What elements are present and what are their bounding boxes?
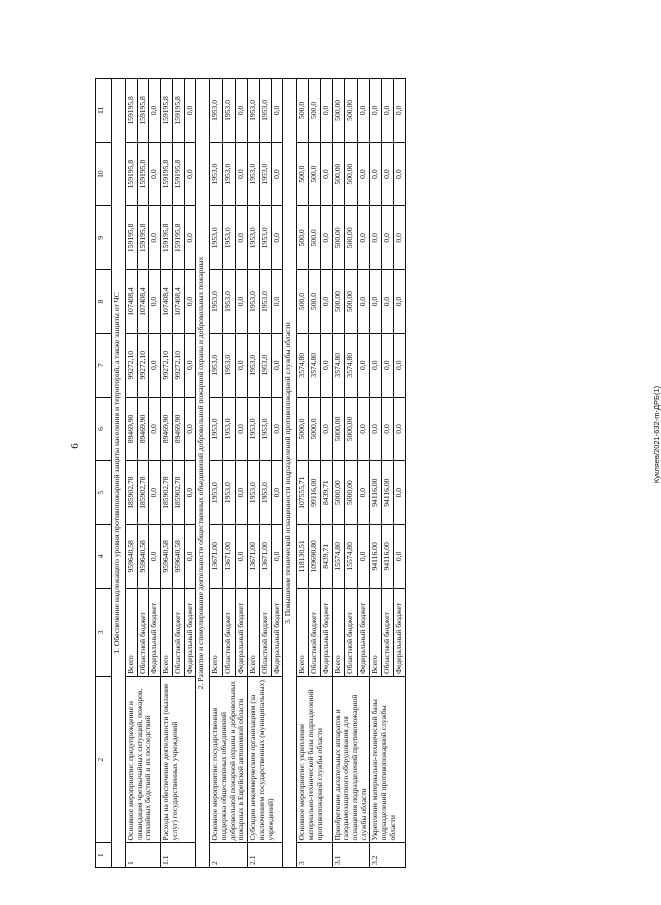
item-name: Приобретение дыхательных аппаратов и газодымозащитного оборудования для оснащения подразделений противопожарной службы области bbox=[332, 676, 370, 843]
header-cell: 7 bbox=[96, 333, 112, 397]
value-cell: 1953,0 bbox=[248, 142, 260, 206]
section-title: 2. Развитие и стимулирование деятельности общественных объединений добровольной пожарной охраны и добровольных пожарных bbox=[196, 79, 210, 868]
value-cell: 1953,0 bbox=[222, 206, 235, 270]
value-cell: 1953,0 bbox=[248, 461, 260, 525]
value-cell: 107408,4 bbox=[161, 270, 173, 334]
value-cell: 0,0 bbox=[382, 79, 394, 143]
funding-source: Областной бюджет bbox=[137, 588, 149, 676]
value-cell: 159195,8 bbox=[126, 206, 138, 270]
value-cell: 0,0 bbox=[393, 397, 405, 461]
value-cell: 0,0 bbox=[149, 461, 161, 525]
value-cell: 500,00 bbox=[332, 270, 345, 334]
value-cell: 8439,71 bbox=[320, 461, 332, 525]
value-cell: 0,0 bbox=[382, 142, 394, 206]
value-cell: 13671,00 bbox=[248, 524, 260, 588]
table-row bbox=[297, 79, 309, 868]
value-cell: 0,0 bbox=[393, 333, 405, 397]
value-cell: 500,00 bbox=[332, 79, 345, 143]
value-cell: 1953,0 bbox=[222, 333, 235, 397]
value-cell: 500,00 bbox=[345, 270, 358, 334]
value-cell: 1953,0 bbox=[248, 206, 260, 270]
value-cell: 159195,8 bbox=[172, 206, 184, 270]
funding-source: Федеральный бюджет bbox=[320, 588, 332, 676]
funding-source: Областной бюджет bbox=[345, 588, 358, 676]
header-cell: 11 bbox=[96, 79, 112, 143]
section-row bbox=[196, 79, 210, 868]
value-cell: 0,0 bbox=[271, 206, 283, 270]
value-cell: 159195,8 bbox=[137, 206, 149, 270]
value-cell: 159195,8 bbox=[137, 79, 149, 143]
funding-source: Областной бюджет bbox=[259, 588, 271, 676]
value-cell: 159195,8 bbox=[126, 142, 138, 206]
table-row bbox=[332, 79, 345, 868]
value-cell: 94116,00 bbox=[382, 524, 394, 588]
funding-source: Областной бюджет bbox=[309, 588, 321, 676]
value-cell: 0,0 bbox=[149, 142, 161, 206]
value-cell: 185902,78 bbox=[172, 461, 184, 525]
value-cell: 0,0 bbox=[393, 206, 405, 270]
header-cell: 9 bbox=[96, 206, 112, 270]
value-cell: 118130,51 bbox=[297, 524, 309, 588]
value-cell: 159195,8 bbox=[161, 206, 173, 270]
value-cell: 107555,71 bbox=[297, 461, 309, 525]
value-cell: 89469,90 bbox=[172, 397, 184, 461]
value-cell: 0,0 bbox=[184, 79, 196, 143]
footer-reference: Кукляев/2021-632-m-ДРБ(1) bbox=[652, 385, 661, 484]
value-cell: 1953,0 bbox=[210, 397, 223, 461]
value-cell: 500,0 bbox=[297, 142, 309, 206]
value-cell: 94116,00 bbox=[370, 524, 382, 588]
value-cell: 5000,00 bbox=[332, 461, 345, 525]
value-cell: 1953,0 bbox=[210, 79, 223, 143]
value-cell: 3574,80 bbox=[309, 333, 321, 397]
item-name: Субсидии некоммерческим организациям (за исключением государственных (муниципальных) учреждений) bbox=[248, 676, 283, 843]
value-cell: 15574,80 bbox=[332, 524, 345, 588]
table-row bbox=[161, 79, 173, 868]
item-number: 1.1 bbox=[161, 843, 196, 868]
value-cell: 107408,4 bbox=[126, 270, 138, 334]
item-name: Основное мероприятие: государственная поддержка общественных объединений добровольной пожарной охраны и добровольных пожарных в Еврейской автономной области bbox=[210, 676, 248, 843]
value-cell: 1953,0 bbox=[248, 270, 260, 334]
value-cell: 159195,8 bbox=[137, 142, 149, 206]
value-cell: 1953,0 bbox=[222, 142, 235, 206]
value-cell: 94116,00 bbox=[382, 461, 394, 525]
value-cell: 15574,80 bbox=[345, 524, 358, 588]
value-cell: 500,00 bbox=[345, 79, 358, 143]
item-number: 2 bbox=[210, 843, 248, 868]
value-cell: 0,0 bbox=[184, 461, 196, 525]
header-cell: 10 bbox=[96, 142, 112, 206]
header-cell: 3 bbox=[96, 588, 112, 676]
value-cell: 1953,0 bbox=[222, 397, 235, 461]
value-cell: 1953,0 bbox=[222, 79, 235, 143]
value-cell: 0,0 bbox=[149, 524, 161, 588]
value-cell: 0,0 bbox=[357, 333, 370, 397]
value-cell: 13671,00 bbox=[259, 524, 271, 588]
value-cell: 1953,0 bbox=[222, 461, 235, 525]
value-cell: 0,0 bbox=[320, 333, 332, 397]
value-cell: 99272,10 bbox=[161, 333, 173, 397]
value-cell: 0,0 bbox=[393, 270, 405, 334]
value-cell: 99272,10 bbox=[137, 333, 149, 397]
value-cell: 1953,0 bbox=[210, 206, 223, 270]
value-cell: 1953,0 bbox=[248, 79, 260, 143]
table-frame bbox=[95, 78, 615, 868]
value-cell: 0,0 bbox=[393, 142, 405, 206]
item-name: Расходы на обеспечение деятельности (оказание услуг) государственных учреждений bbox=[161, 676, 196, 843]
rotated-table-container bbox=[95, 78, 615, 868]
value-cell: 107408,4 bbox=[137, 270, 149, 334]
funding-source: Федеральный бюджет bbox=[357, 588, 370, 676]
item-number: 1 bbox=[126, 843, 161, 868]
item-number: 3.2 bbox=[370, 843, 405, 868]
value-cell: 94116,00 bbox=[370, 461, 382, 525]
value-cell: 1953,0 bbox=[259, 206, 271, 270]
header-cell: 6 bbox=[96, 397, 112, 461]
funding-source: Всего bbox=[126, 588, 138, 676]
funding-source: Областной бюджет bbox=[172, 588, 184, 676]
value-cell: 0,0 bbox=[149, 333, 161, 397]
value-cell: 5000,0 bbox=[297, 397, 309, 461]
funding-source: Федеральный бюджет bbox=[271, 588, 283, 676]
item-name: Основное мероприятие: предупреждение и ликвидация чрезвычайных ситуаций, пожаров, стихийных бедствий и их последствий bbox=[126, 676, 161, 843]
value-cell: 500,00 bbox=[332, 142, 345, 206]
value-cell: 0,0 bbox=[149, 397, 161, 461]
value-cell: 0,0 bbox=[271, 461, 283, 525]
value-cell: 89469,90 bbox=[161, 397, 173, 461]
item-name: Основное мероприятие: укрепление материально-технической базы подразделений противопожарной службы области bbox=[297, 676, 332, 843]
header-cell: 1 bbox=[96, 843, 112, 868]
funding-source: Всего bbox=[248, 588, 260, 676]
value-cell: 0,0 bbox=[393, 461, 405, 525]
value-cell: 0,0 bbox=[357, 270, 370, 334]
table-row bbox=[210, 79, 223, 868]
value-cell: 500,00 bbox=[345, 142, 358, 206]
funding-source: Федеральный бюджет bbox=[149, 588, 161, 676]
funding-source: Всего bbox=[297, 588, 309, 676]
value-cell: 500,0 bbox=[297, 79, 309, 143]
value-cell: 0,0 bbox=[235, 333, 248, 397]
value-cell: 0,0 bbox=[382, 206, 394, 270]
value-cell: 185902,78 bbox=[126, 461, 138, 525]
value-cell: 159195,8 bbox=[172, 142, 184, 206]
funding-source: Федеральный бюджет bbox=[184, 588, 196, 676]
value-cell: 0,0 bbox=[235, 270, 248, 334]
value-cell: 99272,10 bbox=[172, 333, 184, 397]
header-cell: 4 bbox=[96, 524, 112, 588]
value-cell: 1953,0 bbox=[210, 461, 223, 525]
item-number: 2.1 bbox=[248, 843, 283, 868]
value-cell: 3574,80 bbox=[345, 333, 358, 397]
value-cell: 1953,0 bbox=[222, 270, 235, 334]
funding-source: Всего bbox=[161, 588, 173, 676]
value-cell: 0,0 bbox=[271, 270, 283, 334]
value-cell: 159195,8 bbox=[161, 142, 173, 206]
value-cell: 0,0 bbox=[149, 270, 161, 334]
value-cell: 3574,80 bbox=[297, 333, 309, 397]
value-cell: 500,0 bbox=[309, 270, 321, 334]
value-cell: 0,0 bbox=[320, 206, 332, 270]
value-cell: 0,0 bbox=[235, 206, 248, 270]
value-cell: 0,0 bbox=[370, 206, 382, 270]
value-cell: 89469,90 bbox=[137, 397, 149, 461]
value-cell: 0,0 bbox=[184, 333, 196, 397]
funding-source: Всего bbox=[370, 588, 382, 676]
value-cell: 0,0 bbox=[149, 206, 161, 270]
value-cell: 5000,00 bbox=[345, 397, 358, 461]
value-cell: 1953,0 bbox=[210, 333, 223, 397]
value-cell: 0,0 bbox=[370, 333, 382, 397]
value-cell: 959640,58 bbox=[172, 524, 184, 588]
section-row bbox=[112, 79, 126, 868]
value-cell: 500,00 bbox=[345, 206, 358, 270]
value-cell: 0,0 bbox=[357, 397, 370, 461]
section-title: 3. Повышение технической оснащенности подразделений противопожарной службы области bbox=[283, 79, 297, 868]
header-row bbox=[96, 79, 112, 868]
section-title: 1. Обеспечение надлежащего уровня противопожарной защиты населения и территорий, а также защиты от ЧС bbox=[112, 79, 126, 868]
budget-table bbox=[95, 78, 406, 868]
value-cell: 0,0 bbox=[320, 270, 332, 334]
value-cell: 8439,71 bbox=[320, 524, 332, 588]
value-cell: 0,0 bbox=[382, 270, 394, 334]
value-cell: 0,0 bbox=[235, 524, 248, 588]
value-cell: 1953,0 bbox=[210, 270, 223, 334]
value-cell: 0,0 bbox=[271, 79, 283, 143]
value-cell: 0,0 bbox=[357, 461, 370, 525]
value-cell: 0,0 bbox=[382, 333, 394, 397]
funding-source: Областной бюджет bbox=[382, 588, 394, 676]
value-cell: 1953,0 bbox=[248, 397, 260, 461]
value-cell: 185902,78 bbox=[161, 461, 173, 525]
value-cell: 0,0 bbox=[184, 270, 196, 334]
item-name: Укрепление материально-технической базы подразделений противопожарной службы области bbox=[370, 676, 405, 843]
value-cell: 159195,8 bbox=[172, 79, 184, 143]
value-cell: 1953,0 bbox=[259, 397, 271, 461]
value-cell: 500,0 bbox=[297, 206, 309, 270]
value-cell: 13671,00 bbox=[210, 524, 223, 588]
table-row bbox=[248, 79, 260, 868]
value-cell: 0,0 bbox=[357, 142, 370, 206]
value-cell: 959640,58 bbox=[126, 524, 138, 588]
value-cell: 1953,0 bbox=[259, 79, 271, 143]
value-cell: 0,0 bbox=[271, 142, 283, 206]
value-cell: 99116,00 bbox=[309, 461, 321, 525]
value-cell: 185902,78 bbox=[137, 461, 149, 525]
value-cell: 0,0 bbox=[393, 79, 405, 143]
value-cell: 0,0 bbox=[357, 206, 370, 270]
value-cell: 959640,58 bbox=[161, 524, 173, 588]
value-cell: 0,0 bbox=[357, 79, 370, 143]
value-cell: 0,0 bbox=[184, 397, 196, 461]
value-cell: 500,00 bbox=[332, 206, 345, 270]
value-cell: 3574,80 bbox=[332, 333, 345, 397]
value-cell: 107408,4 bbox=[172, 270, 184, 334]
value-cell: 0,0 bbox=[235, 142, 248, 206]
value-cell: 0,0 bbox=[393, 524, 405, 588]
value-cell: 0,0 bbox=[235, 79, 248, 143]
value-cell: 0,0 bbox=[370, 397, 382, 461]
value-cell: 89469,90 bbox=[126, 397, 138, 461]
value-cell: 0,0 bbox=[184, 524, 196, 588]
value-cell: 0,0 bbox=[271, 397, 283, 461]
value-cell: 1953,0 bbox=[259, 142, 271, 206]
value-cell: 1953,0 bbox=[248, 333, 260, 397]
value-cell: 0,0 bbox=[370, 270, 382, 334]
header-cell: 5 bbox=[96, 461, 112, 525]
table-row bbox=[370, 79, 382, 868]
value-cell: 0,0 bbox=[320, 397, 332, 461]
value-cell: 5000,00 bbox=[332, 397, 345, 461]
value-cell: 159195,8 bbox=[126, 79, 138, 143]
value-cell: 500,0 bbox=[309, 142, 321, 206]
value-cell: 500,0 bbox=[297, 270, 309, 334]
funding-source: Федеральный бюджет bbox=[235, 588, 248, 676]
value-cell: 500,0 bbox=[309, 79, 321, 143]
value-cell: 0,0 bbox=[149, 79, 161, 143]
value-cell: 5000,0 bbox=[309, 397, 321, 461]
funding-source: Федеральный бюджет bbox=[393, 588, 405, 676]
value-cell: 0,0 bbox=[320, 79, 332, 143]
value-cell: 159195,8 bbox=[161, 79, 173, 143]
value-cell: 0,0 bbox=[184, 206, 196, 270]
value-cell: 0,0 bbox=[370, 142, 382, 206]
item-number: 3.1 bbox=[332, 843, 370, 868]
section-row bbox=[283, 79, 297, 868]
funding-source: Областной бюджет bbox=[222, 588, 235, 676]
value-cell: 0,0 bbox=[271, 333, 283, 397]
value-cell: 0,0 bbox=[382, 397, 394, 461]
value-cell: 99272,10 bbox=[126, 333, 138, 397]
funding-source: Всего bbox=[210, 588, 223, 676]
header-cell: 8 bbox=[96, 270, 112, 334]
value-cell: 109690,80 bbox=[309, 524, 321, 588]
value-cell: 0,0 bbox=[235, 397, 248, 461]
header-cell: 2 bbox=[96, 676, 112, 843]
item-number: 3 bbox=[297, 843, 332, 868]
page-number: 6 bbox=[68, 443, 81, 449]
value-cell: 5000,00 bbox=[345, 461, 358, 525]
value-cell: 0,0 bbox=[370, 79, 382, 143]
funding-source: Всего bbox=[332, 588, 345, 676]
table-row bbox=[126, 79, 138, 868]
value-cell: 1953,0 bbox=[259, 461, 271, 525]
value-cell: 1953,0 bbox=[259, 333, 271, 397]
value-cell: 0,0 bbox=[320, 142, 332, 206]
value-cell: 13671,00 bbox=[222, 524, 235, 588]
value-cell: 0,0 bbox=[271, 524, 283, 588]
value-cell: 0,0 bbox=[357, 524, 370, 588]
value-cell: 1953,0 bbox=[210, 142, 223, 206]
value-cell: 0,0 bbox=[235, 461, 248, 525]
value-cell: 500,0 bbox=[309, 206, 321, 270]
value-cell: 0,0 bbox=[184, 142, 196, 206]
value-cell: 959640,58 bbox=[137, 524, 149, 588]
value-cell: 1953,0 bbox=[259, 270, 271, 334]
